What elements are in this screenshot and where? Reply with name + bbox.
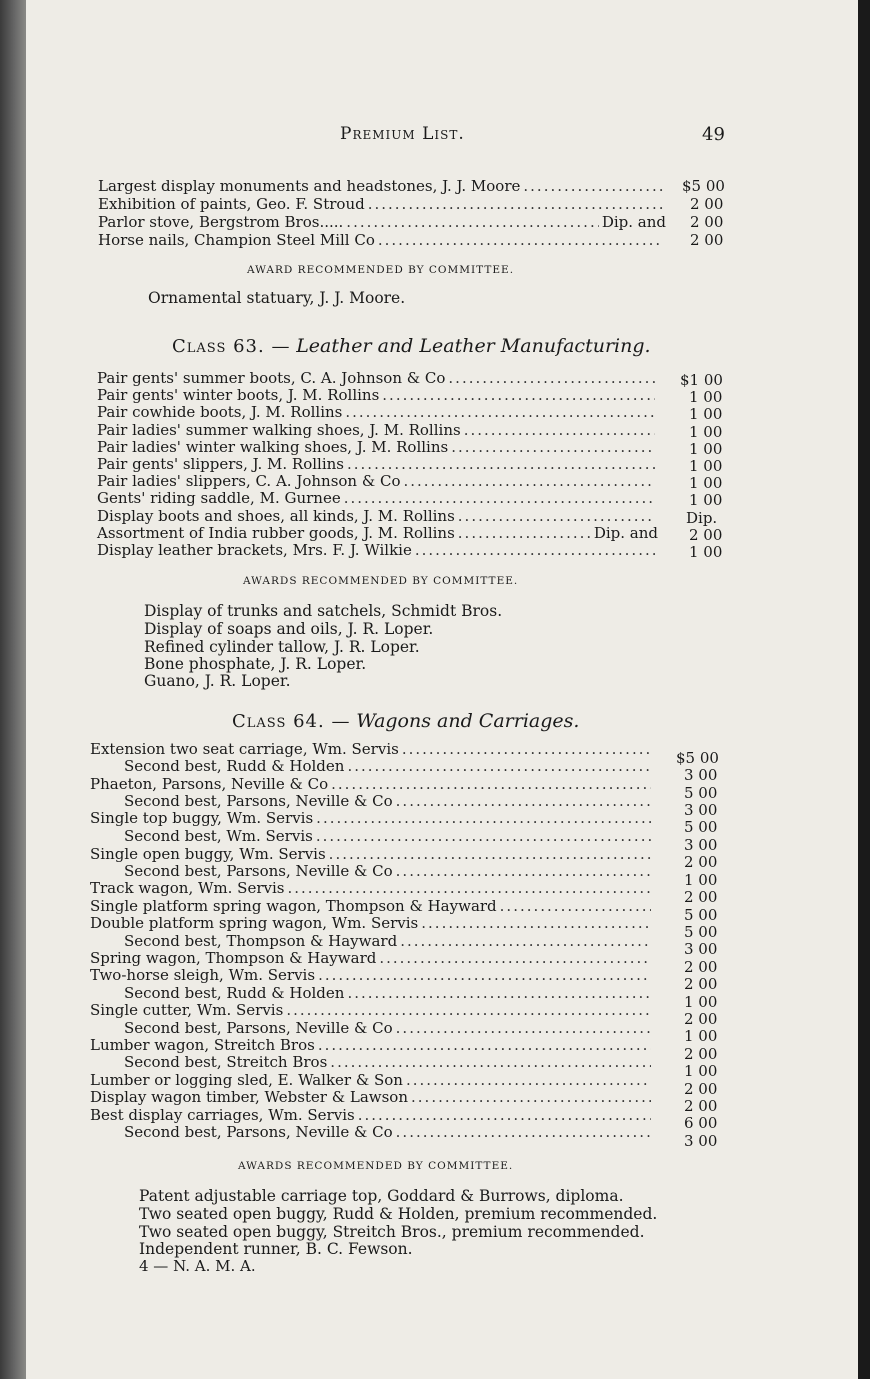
committee-heading: AWARD RECOMMENDED BY COMMITTEE. [247, 264, 515, 276]
award-amount: 1 00 [689, 440, 723, 458]
list-item: Single cutter, Wm. Servis ..... [90, 1001, 658, 1019]
award-amount: 1 00 [689, 543, 723, 561]
award-amount: 2 00 [684, 853, 718, 871]
list-item: Pair ladies' slippers, C. A. Johnson & Co ..... [97, 472, 662, 490]
list-item: Largest display monuments and headstones, J. J. Moore ..... [98, 177, 670, 195]
award-amount: 2 00 [684, 888, 718, 906]
list-item: Pair gents' summer boots, C. A. Johnson & Co ..... [97, 369, 662, 387]
list-item: Gents' riding saddle, M. Gurnee ..... [97, 489, 662, 507]
class-topic: Wagons and Carriages. [356, 710, 580, 732]
award-amount: 2 00 [684, 975, 718, 993]
list-item: Pair ladies' summer walking shoes, J. M. Rollins ..... [97, 421, 662, 439]
award-amount: $5 00 [682, 177, 725, 195]
book-spine-edge [0, 0, 26, 1379]
class-heading [172, 335, 651, 357]
list-item: Second best, Parsons, Neville & Co ..... [124, 792, 658, 810]
recommended-item: Bone phosphate, J. R. Loper. [144, 655, 367, 673]
list-item: Pair ladies' winter walking shoes, J. M. Rollins ..... [97, 438, 662, 456]
recommended-item: Guano, J. R. Loper. [144, 672, 291, 690]
list-item: Lumber wagon, Streitch Bros ..... [90, 1036, 658, 1054]
list-item: Second best, Parsons, Neville & Co ..... [124, 1019, 658, 1037]
list-item: Pair cowhide boots, J. M. Rollins ..... [97, 403, 662, 421]
list-item: Parlor stove, Bergstrom Bros..... ..... Dip. and [98, 213, 670, 231]
list-item: Second best, Rudd & Holden ..... [124, 984, 658, 1002]
award-amount: 2 00 [684, 1080, 718, 1098]
signature-mark: 4 — N. A. M. A. [139, 1257, 256, 1275]
list-item: Second best, Streitch Bros ..... [124, 1053, 658, 1071]
list-item: Single platform spring wagon, Thompson & Hayward ..... [90, 897, 658, 915]
class-number: Class 63. — [172, 336, 291, 357]
award-amount: Dip. [686, 509, 718, 527]
award-amount: 3 00 [684, 940, 718, 958]
award-amount: 5 00 [684, 923, 718, 941]
list-item: Track wagon, Wm. Servis ..... [90, 879, 658, 897]
award-amount: 1 00 [689, 474, 723, 492]
award-amount: $1 00 [680, 371, 723, 389]
award-amount: 2 00 [690, 195, 724, 213]
list-item: Display wagon timber, Webster & Lawson ..... [90, 1088, 658, 1106]
award-amount: $5 00 [676, 749, 719, 767]
award-amount: 1 00 [684, 1062, 718, 1080]
list-item: Second best, Parsons, Neville & Co ..... [124, 1123, 658, 1141]
award-amount: 3 00 [684, 1132, 718, 1150]
recommended-item: Refined cylinder tallow, J. R. Loper. [144, 638, 420, 656]
recommended-item: Two seated open buggy, Rudd & Holden, premium recommended. [139, 1205, 658, 1223]
list-item: Single open buggy, Wm. Servis ..... [90, 845, 658, 863]
award-amount: 1 00 [689, 491, 723, 509]
award-amount: 5 00 [684, 906, 718, 924]
award-amount: 1 00 [684, 1027, 718, 1045]
award-amount: 2 00 [684, 1097, 718, 1115]
list-item: Exhibition of paints, Geo. F. Stroud ..... [98, 195, 670, 213]
award-amount: 5 00 [684, 784, 718, 802]
award-amount: 6 00 [684, 1114, 718, 1132]
committee-heading: AWARDS RECOMMENDED BY COMMITTEE. [243, 575, 519, 587]
class-number: Class 64. — [232, 711, 351, 732]
award-amount: 3 00 [684, 766, 718, 784]
award-amount: 1 00 [689, 388, 723, 406]
list-item: Horse nails, Champion Steel Mill Co ..... [98, 231, 670, 249]
class-heading [232, 710, 579, 732]
award-amount: 1 00 [689, 423, 723, 441]
award-amount: 2 00 [690, 213, 724, 231]
recommended-item: Patent adjustable carriage top, Goddard & Burrows, diploma. [139, 1187, 624, 1205]
list-item: Display boots and shoes, all kinds, J. M. Rollins ..... [97, 507, 662, 525]
list-item: Second best, Parsons, Neville & Co ..... [124, 862, 658, 880]
recommended-item: Display of trunks and satchels, Schmidt Bros. [144, 602, 503, 620]
award-amount: 3 00 [684, 801, 718, 819]
award-amount: 1 00 [684, 871, 718, 889]
list-item: Pair gents' slippers, J. M. Rollins ..... [97, 455, 662, 473]
list-item: Single top buggy, Wm. Servis ..... [90, 809, 658, 827]
list-item: Second best, Wm. Servis ..... [124, 827, 658, 845]
list-item: Assortment of India rubber goods, J. M. Rollins ..... Dip. and [97, 524, 662, 542]
list-item: Double platform spring wagon, Wm. Servis ..... [90, 914, 658, 932]
award-amount: 2 00 [690, 231, 724, 249]
committee-heading: AWARDS RECOMMENDED BY COMMITTEE. [238, 1160, 514, 1172]
page-number: 49 [702, 124, 725, 145]
running-head: Premium List. [340, 124, 465, 144]
award-amount: 1 00 [689, 457, 723, 475]
award-amount: 2 00 [684, 1045, 718, 1063]
award-amount: 3 00 [684, 836, 718, 854]
award-amount: 2 00 [684, 1010, 718, 1028]
book-right-edge [858, 0, 870, 1379]
list-item: Best display carriages, Wm. Servis ..... [90, 1106, 658, 1124]
award-amount: 2 00 [689, 526, 723, 544]
award-amount: 1 00 [689, 405, 723, 423]
list-item: Pair gents' winter boots, J. M. Rollins ..... [97, 386, 662, 404]
award-amount: 1 00 [684, 993, 718, 1011]
list-item: Two-horse sleigh, Wm. Servis ..... [90, 966, 658, 984]
list-item: Spring wagon, Thompson & Hayward ..... [90, 949, 658, 967]
list-item: Phaeton, Parsons, Neville & Co ..... [90, 775, 658, 793]
list-item: Second best, Rudd & Holden ..... [124, 757, 658, 775]
recommended-item: Two seated open buggy, Streitch Bros., premium recommended. [139, 1223, 645, 1241]
recommended-item: Ornamental statuary, J. J. Moore. [148, 289, 406, 307]
list-item: Lumber or logging sled, E. Walker & Son ..... [90, 1071, 658, 1089]
recommended-item: Display of soaps and oils, J. R. Loper. [144, 620, 434, 638]
award-amount: 5 00 [684, 818, 718, 836]
list-item: Extension two seat carriage, Wm. Servis ..... [90, 740, 658, 758]
list-item: Display leather brackets, Mrs. F. J. Wilkie ..... [97, 541, 662, 559]
award-amount: 2 00 [684, 958, 718, 976]
recommended-item: Independent runner, B. C. Fewson. [139, 1240, 413, 1258]
class-topic: Leather and Leather Manufacturing. [296, 335, 651, 357]
list-item: Second best, Thompson & Hayward ..... [124, 932, 658, 950]
